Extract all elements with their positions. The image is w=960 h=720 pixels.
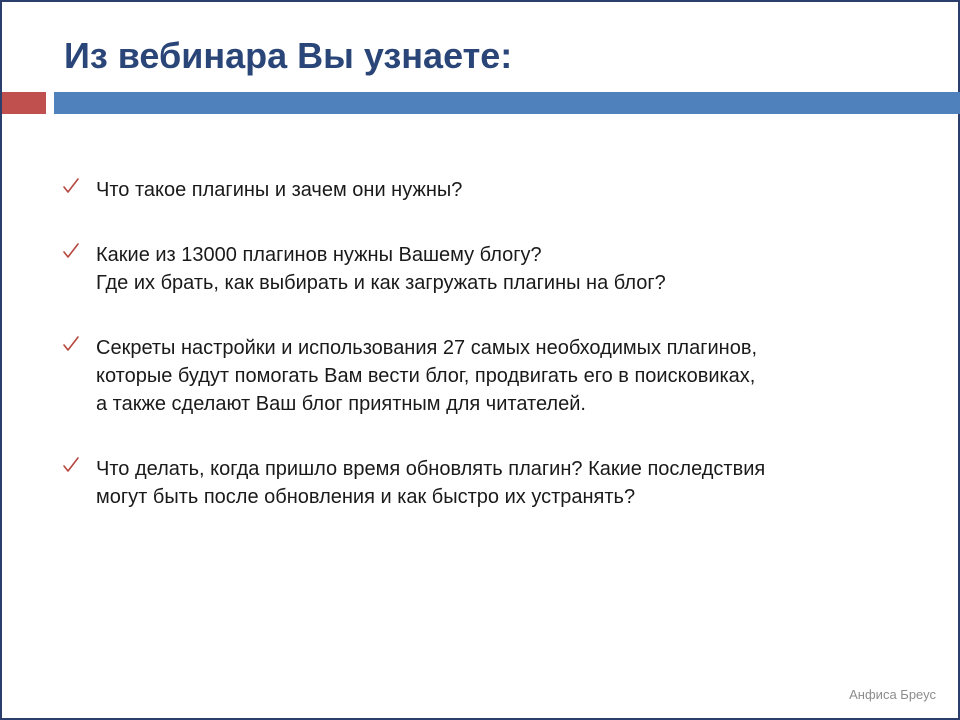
bullet-line: Какие из 13000 плагинов нужны Вашему блогу? <box>96 244 542 266</box>
bullet-item <box>62 176 922 204</box>
bullet-line: Секреты настройки и использования 27 самых необходимых плагинов, <box>96 337 758 359</box>
bullet-line: Что делать, когда пришло время обновлять плагин? Какие последствия <box>96 458 766 480</box>
bullet-line: могут быть после обновления и как быстро их устранять? <box>96 486 636 508</box>
bullet-item <box>62 455 922 511</box>
checkmark-icon <box>62 242 80 260</box>
bullet-line: Что такое плагины и зачем они нужны? <box>96 179 463 201</box>
bullet-line: а также сделают Ваш блог приятным для читателей. <box>96 393 586 415</box>
title-accent-blue-bar <box>54 92 960 114</box>
bullet-line: которые будут помогать Вам вести блог, продвигать его в поисковиках, <box>96 365 756 387</box>
checkmark-icon <box>62 456 80 474</box>
bullet-item <box>62 241 922 297</box>
bullet-list <box>62 176 922 511</box>
checkmark-icon <box>62 177 80 195</box>
bullet-line: Где их брать, как выбирать и как загружать плагины на блог? <box>96 272 666 294</box>
title-accent-red-bar <box>2 92 46 114</box>
slide-title: Из вебинара Вы узнаете: <box>64 35 513 76</box>
bullet-item <box>62 334 922 418</box>
checkmark-icon <box>62 335 80 353</box>
author-name: Анфиса Бреус <box>849 687 936 702</box>
